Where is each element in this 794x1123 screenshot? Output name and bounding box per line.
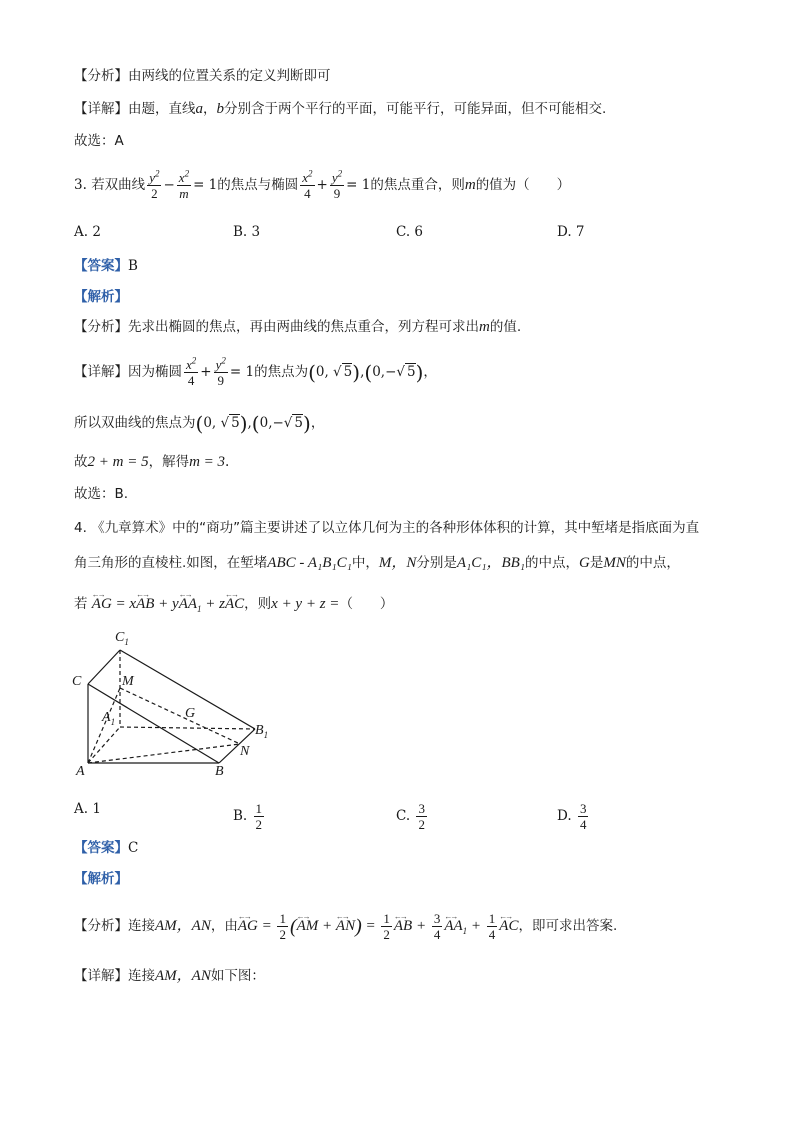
- fenxi-tag: 【分析】: [74, 68, 128, 84]
- frac-x2-m: $\frac{x^2}{m}$: [178, 168, 190, 201]
- q3-option-b: B. 3: [233, 224, 261, 240]
- q4-daan-tag: 【答案】: [74, 840, 128, 856]
- q4-l2-j: MN: [603, 555, 626, 571]
- q4-option-b-label: B.: [233, 808, 248, 824]
- q4-l2-h: G: [578, 555, 590, 571]
- q4-jiexi-tag: 【解析】: [74, 871, 128, 887]
- label-a1: $A_1$: [102, 710, 116, 727]
- q4-option-d: [557, 801, 590, 832]
- q3-stem-c: 的焦点重合，则: [370, 177, 465, 193]
- q4-number: 4.: [74, 520, 87, 536]
- q4-fenxi-c: ，由: [210, 918, 238, 934]
- fenxi-line-1: [74, 66, 331, 86]
- q3-stem-d: 的值为（ ）: [475, 177, 571, 193]
- q3-gu-b: ，解得: [148, 454, 190, 470]
- xiangjie-line-1: [74, 99, 606, 119]
- q4-fenxi-a: 连接: [128, 918, 155, 934]
- vector-equation: ←→ AG = x←→ AB + y←→ $AA_1$ + z←→ AC: [92, 596, 244, 612]
- var-b: b: [216, 101, 224, 117]
- q3-stem: 3. 若双曲线 $\frac{y^2}{2}$ − $\frac{x^2}{m}$ = 1的焦点与椭圆 $\frac{x^2}{4}$ + $\frac{y^2}{9}$ = 1的焦点重合，则m的值为（ ）: [74, 168, 571, 201]
- q4-l2-k: 的中点，: [625, 555, 680, 571]
- q3-gu-line: [74, 452, 229, 472]
- q3-foci-line: [74, 413, 324, 434]
- q3-fenxi-text: 先求出椭圆的焦点，再由两曲线的焦点重合，列方程可求出: [128, 319, 479, 335]
- label-a: A: [76, 764, 85, 779]
- q3-gu-eq: 2 + m = 5: [87, 454, 149, 470]
- q3-xiangjie-line: 【详解】因为椭圆 $\frac{x^2}{4}$ + $\frac{y^2}{9}$ = 1的焦点为(0, √ 5),(0,−√ 5)，: [74, 355, 437, 388]
- q3-fenxi-line: [74, 317, 521, 337]
- q4-fenxi-b: AM，AN: [155, 918, 211, 934]
- q3-gu-res: m = 3: [189, 454, 226, 470]
- q3-daan-value: B: [128, 258, 138, 274]
- frac-y2-9: $\frac{y^2}{9}$: [331, 168, 343, 201]
- frac-x2-4-b: $\frac{x^2}{4}$: [186, 355, 197, 388]
- q3-options: [0, 224, 794, 244]
- q3-number: 3.: [74, 177, 87, 193]
- q3-fenxi-tag: 【分析】: [74, 319, 128, 335]
- q4-fenxi-line: [74, 911, 617, 942]
- q4-xiangjie-b: AM，AN: [155, 968, 211, 984]
- q3-gu-end: .: [225, 454, 230, 470]
- q4-l2-a: 角三角形的直棱柱.如图，在堑堵: [74, 555, 268, 571]
- q3-jiexi-tag: 【解析】: [74, 289, 128, 305]
- q4-xiangjie-c: 如下图：: [210, 968, 265, 984]
- q3-answer-final: 故选：B.: [74, 486, 129, 502]
- var-a: a: [195, 101, 203, 117]
- xiangjie-tag: 【详解】: [74, 101, 128, 117]
- q4-l3-c: x + y + z =: [271, 596, 340, 612]
- q3-xiangjie-tag: 【详解】: [74, 364, 128, 380]
- q3-option-c: C. 6: [396, 224, 424, 240]
- xiangjie-text: 由题，直线: [128, 101, 196, 117]
- q4-fenxi-end: ，即可求出答案.: [518, 918, 618, 934]
- frac-y2-9-b: $\frac{y^2}{9}$: [215, 355, 226, 388]
- q3-gu-a: 故: [74, 454, 88, 470]
- frac-x2-4: $\frac{x^2}{4}$: [302, 168, 313, 201]
- label-b: B: [215, 764, 224, 779]
- q4-l2-f: A₁C₁，BB₁: [456, 555, 525, 571]
- q4-daan-value: C: [128, 840, 139, 856]
- q4-l2-d: M，N: [378, 555, 417, 571]
- q4-option-b: [233, 801, 266, 832]
- q4-l3-b: ，则: [244, 596, 272, 612]
- q4-option-d-label: D.: [557, 808, 572, 824]
- fenxi-vector-expr: ←→ AG = $\frac{1}{2}$ (←→ AM + ←→ AN) = $\frac{1}{2}$ ←→ AB + $\frac{3}{4}$ ←→ $AA_1$ + $\frac{1}{4}$ ←→ AC: [238, 918, 519, 934]
- xiangjie-rest: 分别含于两个平行的平面，可能平行，可能异面，但不可能相交.: [224, 101, 607, 117]
- q4-line-1: [74, 518, 699, 538]
- q3-option-a: A. 2: [74, 224, 101, 240]
- foci-expr-2: (0, √ 5),(0,−√ 5)，: [195, 411, 325, 436]
- frac-y2-2: $\frac{y^2}{2}$: [149, 168, 160, 201]
- q3-foci-text: 所以双曲线的焦点为: [74, 415, 196, 431]
- q3-option-d: D. 7: [557, 224, 585, 240]
- frac-3-2: $\frac{3}{2}$: [418, 801, 425, 832]
- prism-figure: [70, 628, 290, 782]
- q4-l2-e: 分别是: [416, 555, 457, 571]
- q4-xiangjie-tag: 【详解】: [74, 968, 128, 984]
- answer-line-1: 故选：A: [74, 133, 124, 149]
- q4-l3-d: （ ）: [339, 596, 394, 612]
- q4-xiangjie-a: 连接: [128, 968, 155, 984]
- q4-answer-line: [74, 838, 138, 858]
- q4-option-c: [396, 801, 429, 832]
- q3-stem-b: 的焦点与椭圆: [217, 177, 299, 193]
- prism-diagram: [70, 628, 290, 778]
- var-m-2: m: [479, 319, 490, 335]
- q3-xiangjie-b: 的焦点为: [254, 364, 309, 380]
- q4-l2-c: 中，: [351, 555, 379, 571]
- foci-expr: (0, √ 5),(0,−√ 5)，: [308, 360, 437, 385]
- q4-line1-text: 《九章算术》中的“商功”篇主要讲述了以立体几何为主的各种形体体积的计算，其中堑堵是指底面为直: [91, 520, 700, 536]
- q3-xiangjie-a: 因为椭圆: [128, 364, 182, 380]
- q3-jiexi-line: [74, 287, 128, 307]
- q3-daan-tag: 【答案】: [74, 258, 128, 274]
- q4-l2-i: 是: [589, 555, 604, 571]
- q4-option-c-label: C.: [396, 808, 411, 824]
- q3-answer-line: [74, 256, 138, 276]
- q3-fenxi-end: 的值.: [489, 319, 522, 335]
- q4-line-3: [74, 594, 393, 614]
- q4-options: [0, 793, 794, 833]
- q4-l2-g: 的中点，: [524, 555, 579, 571]
- q4-fenxi-tag: 【分析】: [74, 918, 128, 934]
- label-c: C: [72, 674, 82, 689]
- q4-jiexi-line: [74, 869, 128, 889]
- q4-l3-a: 若: [74, 596, 88, 612]
- q4-l2-b: ABC - A₁B₁C₁: [267, 555, 352, 571]
- sep: ，: [203, 101, 217, 117]
- label-m: M: [122, 674, 134, 689]
- frac-1-2: $\frac{1}{2}$: [255, 801, 263, 832]
- q3-stem-a: 若双曲线: [91, 177, 146, 193]
- label-g: G: [185, 706, 196, 721]
- label-c1: $C_1$: [115, 630, 129, 647]
- frac-3-4: $\frac{3}{4}$: [579, 801, 587, 832]
- label-b1: $B_1$: [255, 723, 269, 740]
- q4-xiangjie-line: [74, 966, 265, 986]
- fenxi-text: 由两线的位置关系的定义判断即可: [128, 68, 331, 84]
- var-m: m: [464, 177, 476, 193]
- label-n: N: [240, 744, 250, 759]
- q4-line-2: [74, 553, 680, 573]
- q4-option-a: A. 1: [74, 801, 101, 817]
